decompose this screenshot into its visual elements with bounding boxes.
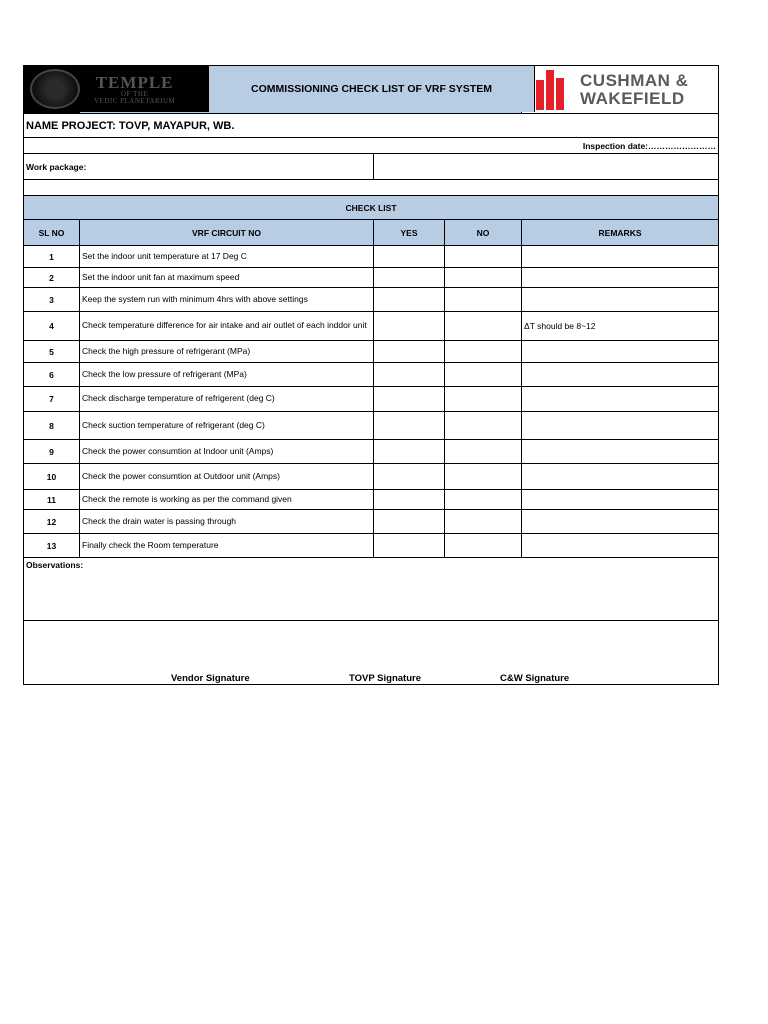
checklist-title: CHECK LIST	[24, 196, 719, 220]
check-item-cell: Set the indoor unit fan at maximum speed	[80, 268, 374, 288]
vendor-signature-label: Vendor Signature	[171, 673, 250, 684]
observations-box[interactable]: Observations:	[24, 558, 719, 621]
checklist-row	[24, 288, 719, 312]
yes-cell[interactable]	[374, 387, 445, 412]
sl-no-cell: 2	[24, 268, 80, 288]
no-cell[interactable]	[445, 246, 522, 268]
checklist-row	[24, 246, 719, 268]
sl-no-cell: 6	[24, 363, 80, 387]
remarks-cell[interactable]	[522, 464, 719, 490]
yes-cell[interactable]	[374, 341, 445, 363]
no-cell[interactable]	[445, 363, 522, 387]
sl-no-cell: 5	[24, 341, 80, 363]
no-cell[interactable]	[445, 464, 522, 490]
yes-cell[interactable]	[374, 490, 445, 510]
check-item-cell: Keep the system run with minimum 4hrs with above settings	[80, 288, 374, 312]
col-yes: YES	[374, 220, 445, 246]
remarks-cell[interactable]	[522, 440, 719, 464]
check-item-cell: Check the power consumtion at Outdoor unit (Amps)	[80, 464, 374, 490]
yes-cell[interactable]	[374, 288, 445, 312]
yes-cell[interactable]	[374, 440, 445, 464]
checklist-row	[24, 412, 719, 440]
remarks-cell[interactable]	[522, 246, 719, 268]
remarks-cell[interactable]	[522, 288, 719, 312]
sl-no-cell: 7	[24, 387, 80, 412]
spacer-row	[24, 180, 719, 196]
check-item-cell: Check the remote is working as per the command given	[80, 490, 374, 510]
checklist-row	[24, 387, 719, 412]
check-item-cell: Check suction temperature of refrigerant (deg C)	[80, 412, 374, 440]
yes-cell[interactable]	[374, 363, 445, 387]
inspection-date: Inspection date:……………………	[24, 138, 719, 154]
yes-cell[interactable]	[374, 312, 445, 341]
yes-cell[interactable]	[374, 510, 445, 534]
no-cell[interactable]	[445, 312, 522, 341]
checklist-sheet	[23, 65, 718, 685]
remarks-cell[interactable]	[522, 341, 719, 363]
project-name: NAME PROJECT: TOVP, MAYAPUR, WB.	[24, 114, 719, 138]
cw-logo-line1: CUSHMAN &	[580, 70, 689, 90]
check-item-cell: Check the high pressure of refrigerant (MPa)	[80, 341, 374, 363]
check-item-cell: Set the indoor unit temperature at 17 Deg C	[80, 246, 374, 268]
yes-cell[interactable]	[374, 268, 445, 288]
remarks-cell[interactable]	[522, 510, 719, 534]
col-vrf-circuit: VRF CIRCUIT NO	[80, 220, 374, 246]
checklist-row	[24, 534, 719, 558]
temple-logo-sub1: OF THE	[121, 89, 149, 98]
check-item-cell: Check temperature difference for air intake and air outlet of each inddor unit	[80, 312, 374, 341]
sl-no-cell: 9	[24, 440, 80, 464]
check-item-cell: Check the drain water is passing through	[80, 510, 374, 534]
col-sl-no: SL NO	[24, 220, 80, 246]
no-cell[interactable]	[445, 534, 522, 558]
sl-no-cell: 3	[24, 288, 80, 312]
check-item-cell: Check the low pressure of refrigerant (MPa)	[80, 363, 374, 387]
check-item-cell: Finally check the Room temperature	[80, 534, 374, 558]
checklist-row	[24, 363, 719, 387]
no-cell[interactable]	[445, 412, 522, 440]
work-package-value[interactable]	[374, 154, 719, 180]
temple-logo	[24, 66, 208, 112]
remarks-cell[interactable]	[522, 534, 719, 558]
cw-logo-line2: WAKEFIELD	[580, 88, 685, 108]
temple-logo-sub2: VEDIC PLANETARIUM	[94, 96, 176, 105]
no-cell[interactable]	[445, 268, 522, 288]
document-title-text: COMMISSIONING CHECK LIST OF VRF SYSTEM	[208, 66, 535, 112]
sl-no-cell: 12	[24, 510, 80, 534]
yes-cell[interactable]	[374, 412, 445, 440]
no-cell[interactable]	[445, 341, 522, 363]
col-no: NO	[445, 220, 522, 246]
cushman-wakefield-logo	[522, 66, 719, 114]
yes-cell[interactable]	[374, 464, 445, 490]
sl-no-cell: 10	[24, 464, 80, 490]
checklist-row	[24, 341, 719, 363]
sl-no-cell: 8	[24, 412, 80, 440]
checklist-row	[24, 464, 719, 490]
no-cell[interactable]	[445, 510, 522, 534]
work-package-label: Work package:	[24, 154, 374, 180]
sl-no-cell: 11	[24, 490, 80, 510]
sl-no-cell: 1	[24, 246, 80, 268]
checklist-row	[24, 490, 719, 510]
checklist-row	[24, 268, 719, 288]
yes-cell[interactable]	[374, 534, 445, 558]
tovp-signature-label: TOVP Signature	[349, 673, 421, 684]
cw-signature-label: C&W Signature	[500, 673, 570, 684]
no-cell[interactable]	[445, 387, 522, 412]
remarks-cell[interactable]	[522, 363, 719, 387]
remarks-cell[interactable]	[522, 268, 719, 288]
yes-cell[interactable]	[374, 246, 445, 268]
check-item-cell: Check discharge temperature of refrigerent (deg C)	[80, 387, 374, 412]
sl-no-cell: 4	[24, 312, 80, 341]
temple-logo-name: TEMPLE	[95, 72, 174, 92]
checklist-row	[24, 510, 719, 534]
remarks-cell[interactable]	[522, 490, 719, 510]
column-header-row	[24, 220, 719, 246]
sl-no-cell: 13	[24, 534, 80, 558]
no-cell[interactable]	[445, 288, 522, 312]
checklist-row	[24, 312, 719, 341]
checklist-table	[23, 65, 719, 685]
col-remarks: REMARKS	[522, 220, 719, 246]
temple-seal-icon	[30, 69, 80, 109]
checklist-row	[24, 440, 719, 464]
check-item-cell: Check the power consumtion at Indoor unit (Amps)	[80, 440, 374, 464]
remarks-cell[interactable]	[522, 412, 719, 440]
no-cell[interactable]	[445, 490, 522, 510]
remarks-cell[interactable]: ΔT should be 8~12	[522, 312, 719, 341]
remarks-cell[interactable]	[522, 387, 719, 412]
no-cell[interactable]	[445, 440, 522, 464]
